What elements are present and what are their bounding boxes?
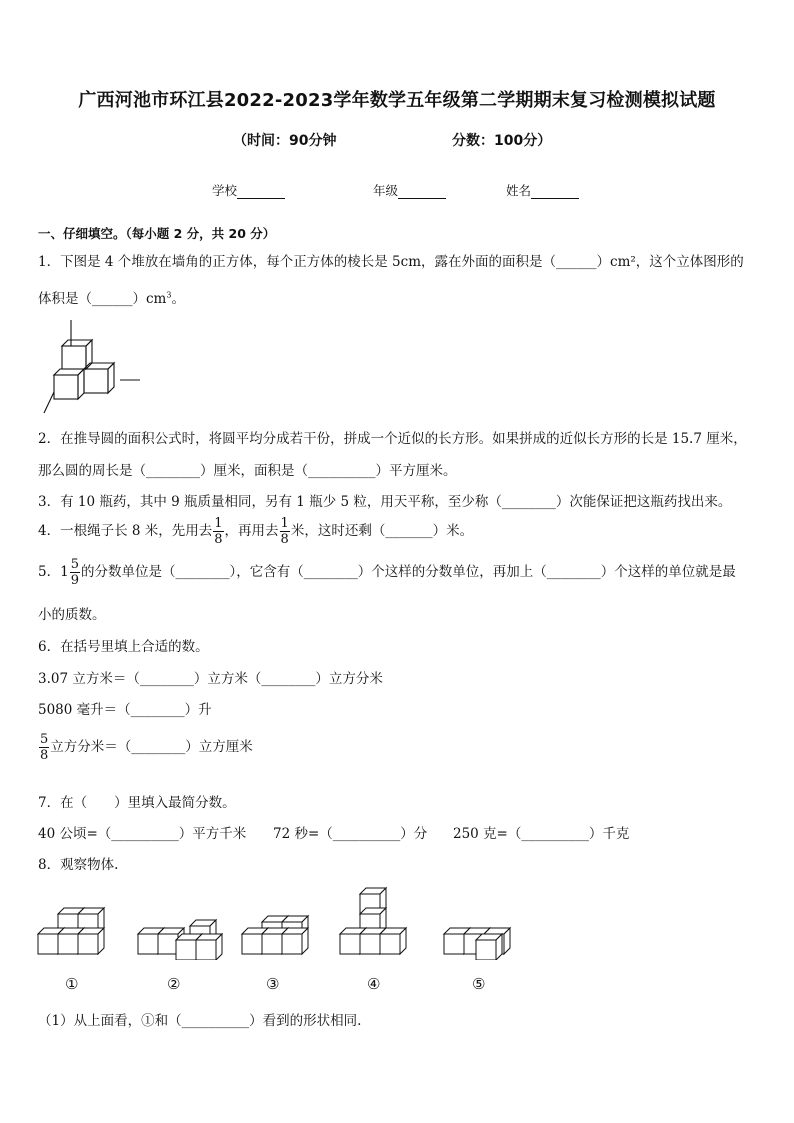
figure-label-1: ① bbox=[65, 975, 79, 993]
school-field: 学校 bbox=[212, 181, 285, 199]
school-blank[interactable] bbox=[237, 186, 285, 199]
q7-item-c: 250 克=（__________）千克 bbox=[453, 826, 630, 842]
q2-line1: 2．在推导圆的面积公式时，将圆平均分成若干份，拼成一个近似的长方形。如果拼成的近似长方形的长是 15.7 厘米， bbox=[38, 431, 747, 447]
figure-label-5: ⑤ bbox=[472, 975, 486, 993]
q8-subquestion-1: （1）从上面看，①和（__________）看到的形状相同. bbox=[38, 1013, 362, 1029]
figure-label-4: ④ bbox=[367, 975, 381, 993]
q5-line1: 5．1 $\frac{5}{9}$ 的分数单位是（________），它含有（________）个这样的分数单位，再加上（________）个这样的单位就是最 bbox=[38, 557, 736, 588]
exam-score: 分数：100分） bbox=[452, 133, 552, 149]
name-blank[interactable] bbox=[531, 186, 579, 199]
q8-figures bbox=[30, 880, 530, 960]
q7-item-b: 72 秒=（__________）分 bbox=[273, 826, 428, 842]
exam-title: 广西河池市环江县2022-2023学年数学五年级第二学期期末复习检测模拟试题 bbox=[78, 90, 716, 111]
q4-fraction-1: $\frac{1}{8}$ bbox=[214, 516, 223, 547]
q8-heading: 8．观察物体. bbox=[38, 857, 119, 873]
q4-line: 4．一根绳子长 8 米，先用去 $\frac{1}{8}$ ，再用去 $\frac{1}{8}$ 米，这时还剩（_______）米。 bbox=[38, 516, 474, 547]
q6-fraction: $\frac{5}{8}$ bbox=[40, 732, 49, 763]
q7-heading: 7．在（ ）里填入最简分数。 bbox=[38, 795, 236, 811]
q5-fraction: $\frac{5}{9}$ bbox=[70, 557, 79, 588]
figure-label-3: ③ bbox=[266, 975, 280, 993]
name-field: 姓名 bbox=[506, 181, 579, 199]
q6-row1: 3.07 立方米＝（________）立方米（________）立方分米 bbox=[38, 671, 383, 687]
q7-item-a: 40 公顷=（__________）平方千米 bbox=[38, 826, 247, 842]
q6-row2: 5080 毫升＝（________）升 bbox=[38, 702, 212, 718]
q2-line2: 那么圆的周长是（________）厘米，面积是（__________）平方厘米。 bbox=[38, 463, 457, 479]
grade-blank[interactable] bbox=[398, 186, 446, 199]
exam-time: （时间：90分钟 bbox=[233, 133, 337, 149]
figure-label-2: ② bbox=[167, 975, 181, 993]
q4-fraction-2: $\frac{1}{8}$ bbox=[280, 516, 289, 547]
q3-line1: 3．有 10 瓶药，其中 9 瓶质量相同，另有 1 瓶少 5 粒，用天平称，至少称（________）次能保证把这瓶药找出来。 bbox=[38, 494, 732, 510]
q6-heading: 6．在括号里填上合适的数。 bbox=[38, 639, 209, 655]
q6-row3: $\frac{5}{8}$ 立方分米＝（________）立方厘米 bbox=[40, 732, 253, 763]
section-heading: 一、仔细填空。（每小题 2 分，共 20 分） bbox=[38, 226, 276, 241]
q5-line2: 小的质数。 bbox=[38, 607, 106, 623]
q1-line1: 1．下图是 4 个堆放在墙角的正方体，每个正方体的棱长是 5cm，露在外面的面积是（______）cm²，这个立体图形的 bbox=[38, 254, 744, 270]
q1-line2: 体积是$(\_\_\_\_\_\_)cm^3$。 bbox=[38, 290, 185, 307]
q1-cube-figure bbox=[40, 318, 145, 416]
grade-field: 年级 bbox=[373, 181, 446, 199]
